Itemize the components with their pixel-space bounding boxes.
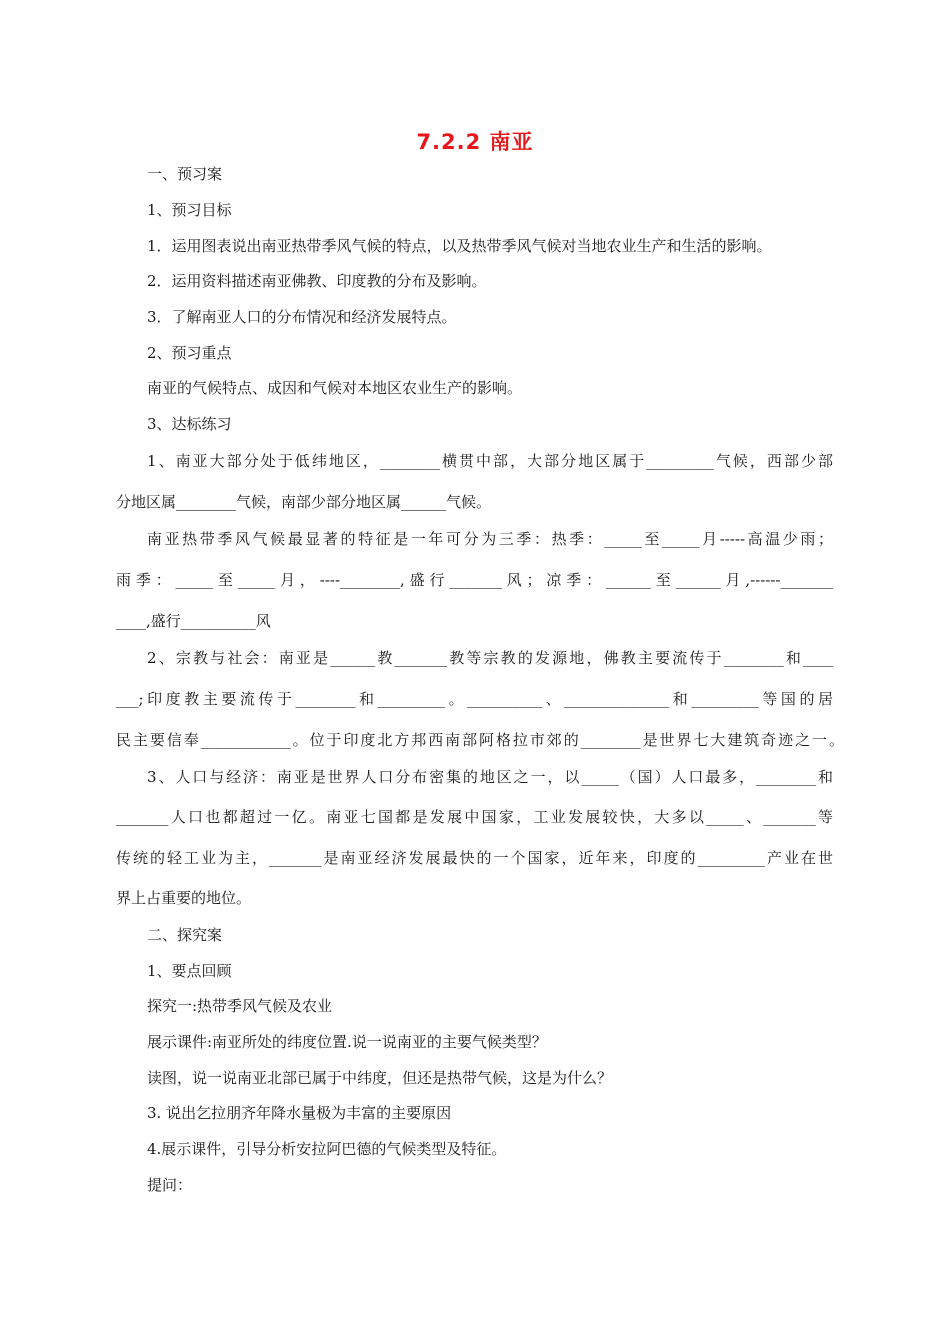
practice-heading: 3、达标练习 (147, 415, 232, 433)
practice-1-line-2: 分地区属________气候，南部少部分地区属______气候。 (116, 493, 492, 511)
practice-1-line-4: 雨季：_____至_____月，----________,盛行_______风；凉季：______至______月,------_______ (116, 571, 833, 589)
goal-1: 1．运用图表说出南亚热带季风气候的特点，以及热带季风气候对当地农业生产和生活的影响。 (147, 237, 772, 255)
practice-1-line-3: 南亚热带季风气候最显著的特征是一年可分为三季：热季：_____至_____月-----高温少雨； (147, 530, 833, 548)
goal-3: 3．了解南亚人口的分布情况和经济发展特点。 (147, 308, 457, 326)
preview-heading: 一、预习案 (147, 165, 223, 183)
practice-1-line-1: 1、南亚大部分处于低纬地区，________横贯中部，大部分地区属于_________气候，西部少部 (147, 452, 833, 470)
practice-2-line-1: 2、宗教与社会：南亚是______教_______教等宗教的发源地，佛教主要流传于________和____ (147, 649, 833, 667)
key-text: 南亚的气候特点、成因和气候对本地区农业生产的影响。 (147, 379, 523, 397)
goal-2: 2．运用资料描述南亚佛教、印度教的分布及影响。 (147, 272, 487, 290)
practice-1-line-5: ____,盛行__________风 (116, 612, 271, 630)
explore-1: 探究一:热带季风气候及农业 (147, 997, 333, 1015)
page-title: 7.2.2 南亚 (416, 130, 534, 154)
key-heading: 2、预习重点 (147, 344, 232, 362)
practice-3-line-2: _______人口也都超过一亿。南亚七国都是发展中国家，工业发展较快，大多以_____、_______等 (116, 808, 833, 826)
courseware-1: 展示课件:南亚所处的纬度位置.说一说南亚的主要气候类型？ (147, 1033, 547, 1051)
practice-3-line-3: 传统的轻工业为主，_______是南亚经济发展最快的一个国家，近年来，印度的_________产业在世 (116, 849, 833, 867)
review-heading: 1、要点回顾 (147, 962, 232, 980)
question-label: 提问： (147, 1176, 193, 1194)
practice-2-line-2: ___;印度教主要流传于________和_________。__________、______________和_________等国的居 (116, 690, 833, 708)
explore-heading: 二、探究案 (147, 926, 223, 944)
read-map-question: 读图，说一说南亚北部已属于中纬度，但还是热带气候，这是为什么？ (147, 1069, 613, 1087)
item-3: 3. 说出乞拉朋齐年降水量极为丰富的主要原因 (147, 1104, 452, 1122)
item-4: 4.展示课件，引导分析安拉阿巴德的气候类型及特征。 (147, 1140, 507, 1158)
practice-3-line-4: 界上占重要的地位。 (116, 889, 252, 907)
practice-2-line-3: 民主要信奉____________。位于印度北方邦西南部阿格拉市郊的________是世界七大建筑奇迹之一。 (116, 731, 844, 749)
goals-heading: 1、预习目标 (147, 201, 232, 219)
practice-3-line-1: 3、人口与经济：南亚是世界人口分布密集的地区之一，以_____（国）人口最多，________和 (147, 768, 833, 786)
